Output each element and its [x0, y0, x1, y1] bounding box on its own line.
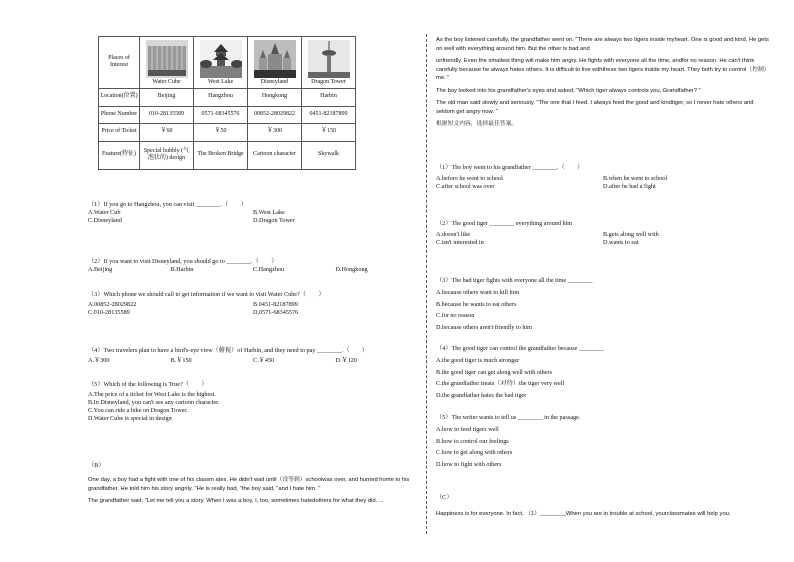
row-label: Location(位置): [99, 88, 140, 106]
table-cell: Beijing: [140, 88, 194, 106]
option-a[interactable]: A.because others want to kill him: [436, 289, 520, 296]
option-c[interactable]: C.for no reason: [436, 312, 475, 319]
instruction-text: 根据短文内容，选择最佳答案。: [436, 121, 518, 127]
option-b[interactable]: B.because he wants to eat others: [436, 300, 517, 308]
question-options: [88, 301, 418, 317]
option-c[interactable]: C.after school was over: [436, 183, 495, 190]
passage-paragraph: unfriendly. Even the smallest thing will make him angry. He fights with everyone all the time, andfor no reason. He can't think carefully because he always hates others. It is difficult to live withthese two tigers inside my heart. They both try to control（控制）me. ": [436, 58, 770, 81]
option-c[interactable]: C.You can ride a bike on Dragon Tower.: [88, 407, 188, 414]
table-row: [99, 123, 356, 141]
question-options: [436, 424, 770, 470]
passage-paragraph: One day, a boy had a fight with one of his classm ates. He didn't wait until（没等到）schoolwas over, and hurried home to his grandfather. He told him his story angrily. "He is really bad, "the boy said, "and I hate him. ": [88, 477, 410, 492]
option-a[interactable]: A.before he went to school: [436, 175, 503, 182]
option-c[interactable]: C.how to get along with others: [436, 449, 513, 456]
option-d[interactable]: D.after he had a fight: [603, 183, 656, 190]
option-b[interactable]: B.West Lake: [253, 209, 285, 216]
passage-paragraph: As the boy listened carefully, the grandfather went on, "There are always two tigers inside myheart. One is good and kind. He gets on well with everything around him. But the other is bad and: [436, 37, 769, 52]
table-row: [99, 106, 356, 123]
option-c[interactable]: C.Disneyland: [88, 217, 122, 224]
question-options: [88, 209, 418, 225]
section-c-text: Happiness is for everyone. In fact, （1）________When you are in trouble at school, yourclassmates will help you.: [436, 511, 731, 517]
table-cell: Special bubbly (气泡状的) design: [140, 141, 194, 169]
section-c-label: （C）: [436, 494, 453, 501]
story-question-2: [436, 220, 770, 247]
option-c[interactable]: C.the grandfather treats（对待）the tiger very well: [436, 380, 565, 387]
story-question-4: [436, 345, 770, 401]
table-row: [99, 141, 356, 169]
column-divider: [426, 34, 427, 534]
table-cell: The Broken Bridge: [194, 141, 248, 169]
option-a[interactable]: A.how to feed tigers well: [436, 426, 499, 433]
option-a[interactable]: A.the good tiger is much stronger: [436, 357, 520, 364]
question-stem: （3）Which phone we should call to get information if we want to visit Water Cube?（ ）: [88, 291, 325, 298]
question-3: [88, 291, 418, 317]
question-stem: （5）The writer wants to tell us ________ in the passage.: [436, 414, 581, 421]
question-options: [436, 287, 770, 333]
table-cell: Skywalk: [302, 141, 356, 169]
section-b-passage: [88, 476, 418, 506]
table-cell: ￥300: [248, 123, 302, 141]
right-column: [436, 36, 770, 517]
question-1: [88, 201, 418, 225]
table-cell: ￥150: [302, 123, 356, 141]
question-options: [436, 231, 770, 247]
question-stem: （3）The bad tiger fights with everyone all the time ________: [436, 277, 593, 284]
option-a[interactable]: A.Beijing: [88, 266, 113, 273]
table-cell: Hongkong: [248, 88, 302, 106]
question-options: [88, 391, 418, 423]
option-d[interactable]: D.how to fight with others: [436, 460, 502, 468]
table-cell: Hangzhou: [194, 88, 248, 106]
option-b[interactable]: B.￥150: [170, 357, 192, 364]
option-b[interactable]: B.how to control our feelings: [436, 437, 509, 445]
story-question-1: [436, 164, 770, 191]
table-cell: ￥60: [140, 123, 194, 141]
question-options: [88, 357, 418, 365]
disneyland-photo: [254, 40, 296, 78]
table-cell: ￥50: [194, 123, 248, 141]
row-label: Phone Number: [99, 106, 140, 123]
option-d[interactable]: D.Dragon Tower: [253, 217, 295, 224]
option-a[interactable]: A.doesn't like: [436, 231, 471, 238]
question-2: [88, 258, 418, 274]
option-b[interactable]: B.gets along well with: [603, 231, 659, 238]
places-table: [98, 36, 356, 170]
question-stem: （1）The boy went to his grandfather ________.（ ）: [436, 164, 584, 171]
option-b[interactable]: B.the good tiger can get along well with others: [436, 368, 552, 376]
table-cell: 00852-28029822: [248, 106, 302, 123]
table-cell: 010-28135589: [140, 106, 194, 123]
story-question-5: [436, 414, 770, 470]
west-lake-cell: West Lake: [194, 37, 248, 89]
question-5: [88, 381, 418, 423]
option-b[interactable]: B.Harbin: [170, 266, 194, 273]
row-label: Feature(特征): [99, 141, 140, 169]
table-row: [99, 88, 356, 106]
option-b[interactable]: B.when he went to school: [603, 175, 668, 182]
question-options: [88, 266, 418, 274]
option-b[interactable]: B.In Disneyland, you can't see any cartoon character.: [88, 399, 220, 406]
passage-paragraph: The old man said slowly and seriously, "The one that I feed. I always feed the good and kindtiger, so I never hate others and seldom get angry now. ": [436, 100, 754, 115]
option-d[interactable]: D.the grandfather hates the bad tiger: [436, 391, 527, 399]
option-a[interactable]: A.￥300: [88, 357, 110, 364]
left-column: [88, 36, 418, 504]
story-passage: [436, 36, 770, 129]
passage-paragraph: The grandfather said, "Let me tell you a story. When I was a boy, I, too, sometimes hatedothers for what they did. ...: [88, 498, 384, 504]
option-c[interactable]: C.010-28135589: [88, 309, 130, 316]
table-cell: 0571-68345576: [194, 106, 248, 123]
option-c[interactable]: C.isn't interested in: [436, 239, 484, 246]
disneyland-cell: Disneyland: [248, 37, 302, 89]
table-cell: Cartoon character: [248, 141, 302, 169]
table-cell: Harbin: [302, 88, 356, 106]
question-stem: （2）The good tiger ________ everything around him: [436, 220, 573, 227]
question-options: [436, 175, 770, 191]
option-d[interactable]: D.because others aren't friendly to him: [436, 323, 532, 331]
question-options: [436, 355, 770, 401]
question-stem: （1）If you go to Hangzhou, you can visit ________.（ ）: [88, 201, 247, 208]
option-d[interactable]: D.wants to eat: [603, 239, 639, 246]
dragon-tower-cell: Dragon Tower: [302, 37, 356, 89]
question-stem: （2）If you want to visit Disneyland, you should go to ________.（ ）: [88, 258, 278, 265]
table-cell: 0451-82187899: [302, 106, 356, 123]
option-c[interactable]: C.￥450: [253, 357, 275, 364]
option-d[interactable]: D.0571-68345576: [253, 309, 299, 316]
table-header-cell: Places of Interest: [99, 37, 140, 89]
west-lake-photo: [200, 40, 242, 78]
option-b[interactable]: B.0451-82187899: [253, 301, 298, 308]
option-d[interactable]: D.Water Cube is special in design: [88, 415, 172, 422]
option-a[interactable]: A.00852-28029822: [88, 301, 137, 308]
water-cube-photo: [146, 40, 188, 78]
passage-paragraph: The boy looked into his grandfather's eyes and asked, "Which tiger always controls you, Grandfather? ": [436, 87, 701, 94]
question-4: [88, 347, 418, 365]
row-label: Price of Ticket: [99, 123, 140, 141]
dragon-tower-photo: [308, 40, 350, 78]
option-a[interactable]: A.Water Cub: [88, 209, 121, 216]
question-stem: （4）Two travelers plan to have a bird's-eye view（俯视）of Harbin, and they need to pay ________.（ ）: [88, 347, 369, 354]
option-a[interactable]: A.The price of a ticket for West Lake is the highest.: [88, 391, 216, 398]
question-stem: （4）The good tiger can control the grandfather because ________: [436, 345, 604, 352]
question-stem: （5）Which of the following is True?（ ）: [88, 381, 208, 388]
table-header-row: [99, 37, 356, 89]
water-cube-cell: Water Cube: [140, 37, 194, 89]
option-d[interactable]: D.Hongkong: [335, 266, 368, 273]
section-b-label: （B）: [88, 462, 105, 469]
story-question-3: [436, 277, 770, 333]
option-d[interactable]: D.￥120: [335, 357, 357, 364]
option-c[interactable]: C.Hangzhou: [253, 266, 285, 273]
